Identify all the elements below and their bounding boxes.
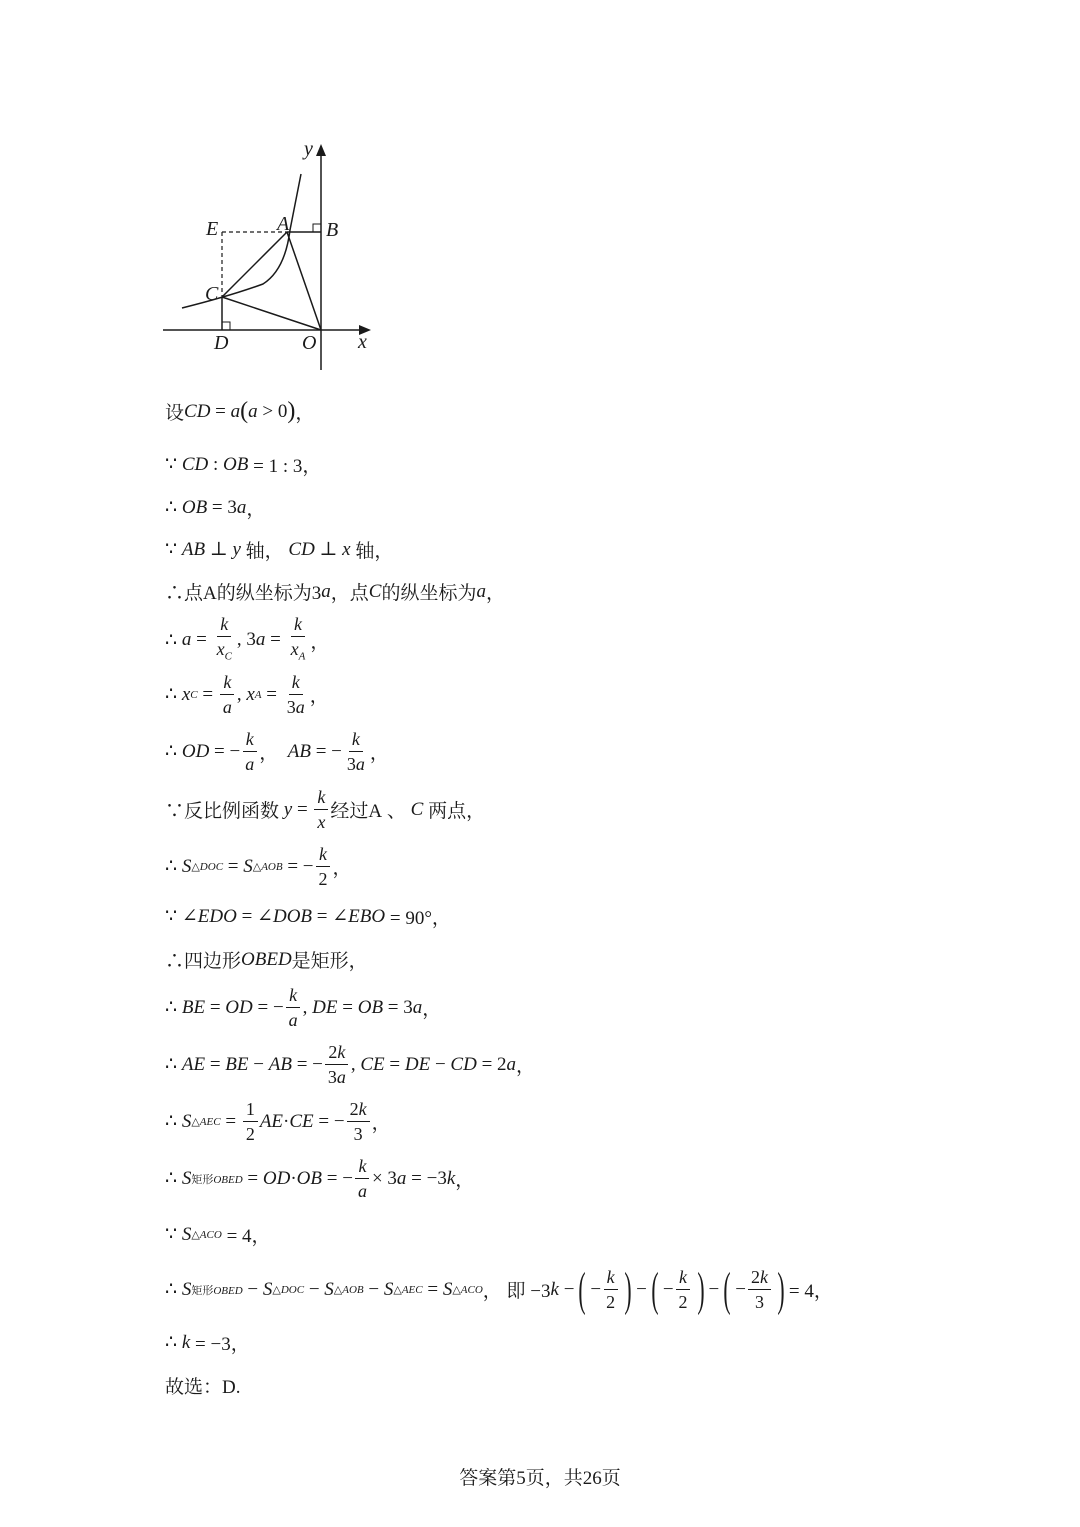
step-20: 故选：D. bbox=[165, 1377, 241, 1398]
label-B: B bbox=[326, 219, 339, 241]
step-4: ∵ AB ⊥ y 轴， CD ⊥ x 轴， bbox=[165, 538, 394, 562]
right-angle-mark-D bbox=[222, 322, 230, 330]
hyperbola-curve bbox=[182, 174, 301, 308]
step-14: ∴ AE = BE − AB = − $\frac{2k}{3a}$ , CE = DE − CD = 2 a ， bbox=[165, 1042, 536, 1087]
step-9: ∵反比例函数 y = $\frac{k}{x}$ 经过A 、 C 两点， bbox=[165, 787, 486, 832]
page-footer: 答案第5页，共26页 bbox=[459, 1468, 621, 1489]
label-x: x bbox=[358, 331, 367, 353]
step-5: ∴点A的纵坐标为3 a ，点 C 的纵坐标为 a ， bbox=[165, 580, 505, 604]
step-17: ∵ S △ACO = 4， bbox=[165, 1223, 271, 1247]
step-13: ∴ BE = OD = − $\frac{k}{a}$ , DE = OB = 3 a ， bbox=[165, 985, 442, 1030]
step-19: ∴ k = −3， bbox=[165, 1331, 250, 1355]
step-2: ∵ CD : OB = 1 : 3， bbox=[165, 453, 322, 477]
segment-CO bbox=[222, 297, 321, 330]
label-y: y bbox=[304, 138, 313, 160]
y-axis-arrow bbox=[316, 144, 326, 156]
label-E: E bbox=[206, 218, 219, 240]
step-11: ∵ ∠ EDO = ∠ DOB = ∠ EBO = 90°， bbox=[165, 905, 451, 929]
label-D: D bbox=[214, 332, 229, 354]
step-15: ∴ S △AEC = $\frac{1}{2}$ AE · CE = − $\frac{2k}{3}$ ， bbox=[165, 1099, 391, 1144]
step-3: ∴ OB = 3 a ， bbox=[165, 496, 266, 520]
segment-AO bbox=[287, 232, 321, 330]
step-6: ∴ a = $\frac{k}{x_C}$ , 3 a = $\frac{k}{x_A}$ ， bbox=[165, 614, 330, 663]
label-A: A bbox=[277, 213, 290, 235]
coordinate-figure bbox=[150, 130, 390, 380]
step-12: ∴四边形 OBED 是矩形， bbox=[165, 948, 368, 972]
right-angle-mark-B bbox=[313, 224, 321, 232]
label-C: C bbox=[205, 283, 219, 305]
step-16: ∴ S 矩形OBED = OD · OB = − $\frac{k}{a}$ × 3 a = −3 k ， bbox=[165, 1156, 475, 1201]
step-18: ∴ S 矩形OBED − S △DOC − S △AOB − S △AEC = S △ACO ， 即 −3 k − ( − $\frac{k}{2}$ ) − ( − $\frac{k}{2}$ ) − ( − $\frac{2k}{3}$ ) = 4， bbox=[165, 1262, 833, 1316]
step-10: ∴ S △DOC = S △AOB = − $\frac{k}{2}$ ， bbox=[165, 844, 352, 889]
step-8: ∴ OD = − $\frac{k}{a}$ ， AB = − $\frac{k}{3a}$ ， bbox=[165, 729, 389, 774]
step-7: ∴ x C = $\frac{k}{a}$ , x A = $\frac{k}{3a}$ ， bbox=[165, 672, 329, 717]
label-O: O bbox=[302, 332, 317, 354]
step-1: 设 CD = a ( a > 0 ) ， bbox=[165, 398, 315, 424]
